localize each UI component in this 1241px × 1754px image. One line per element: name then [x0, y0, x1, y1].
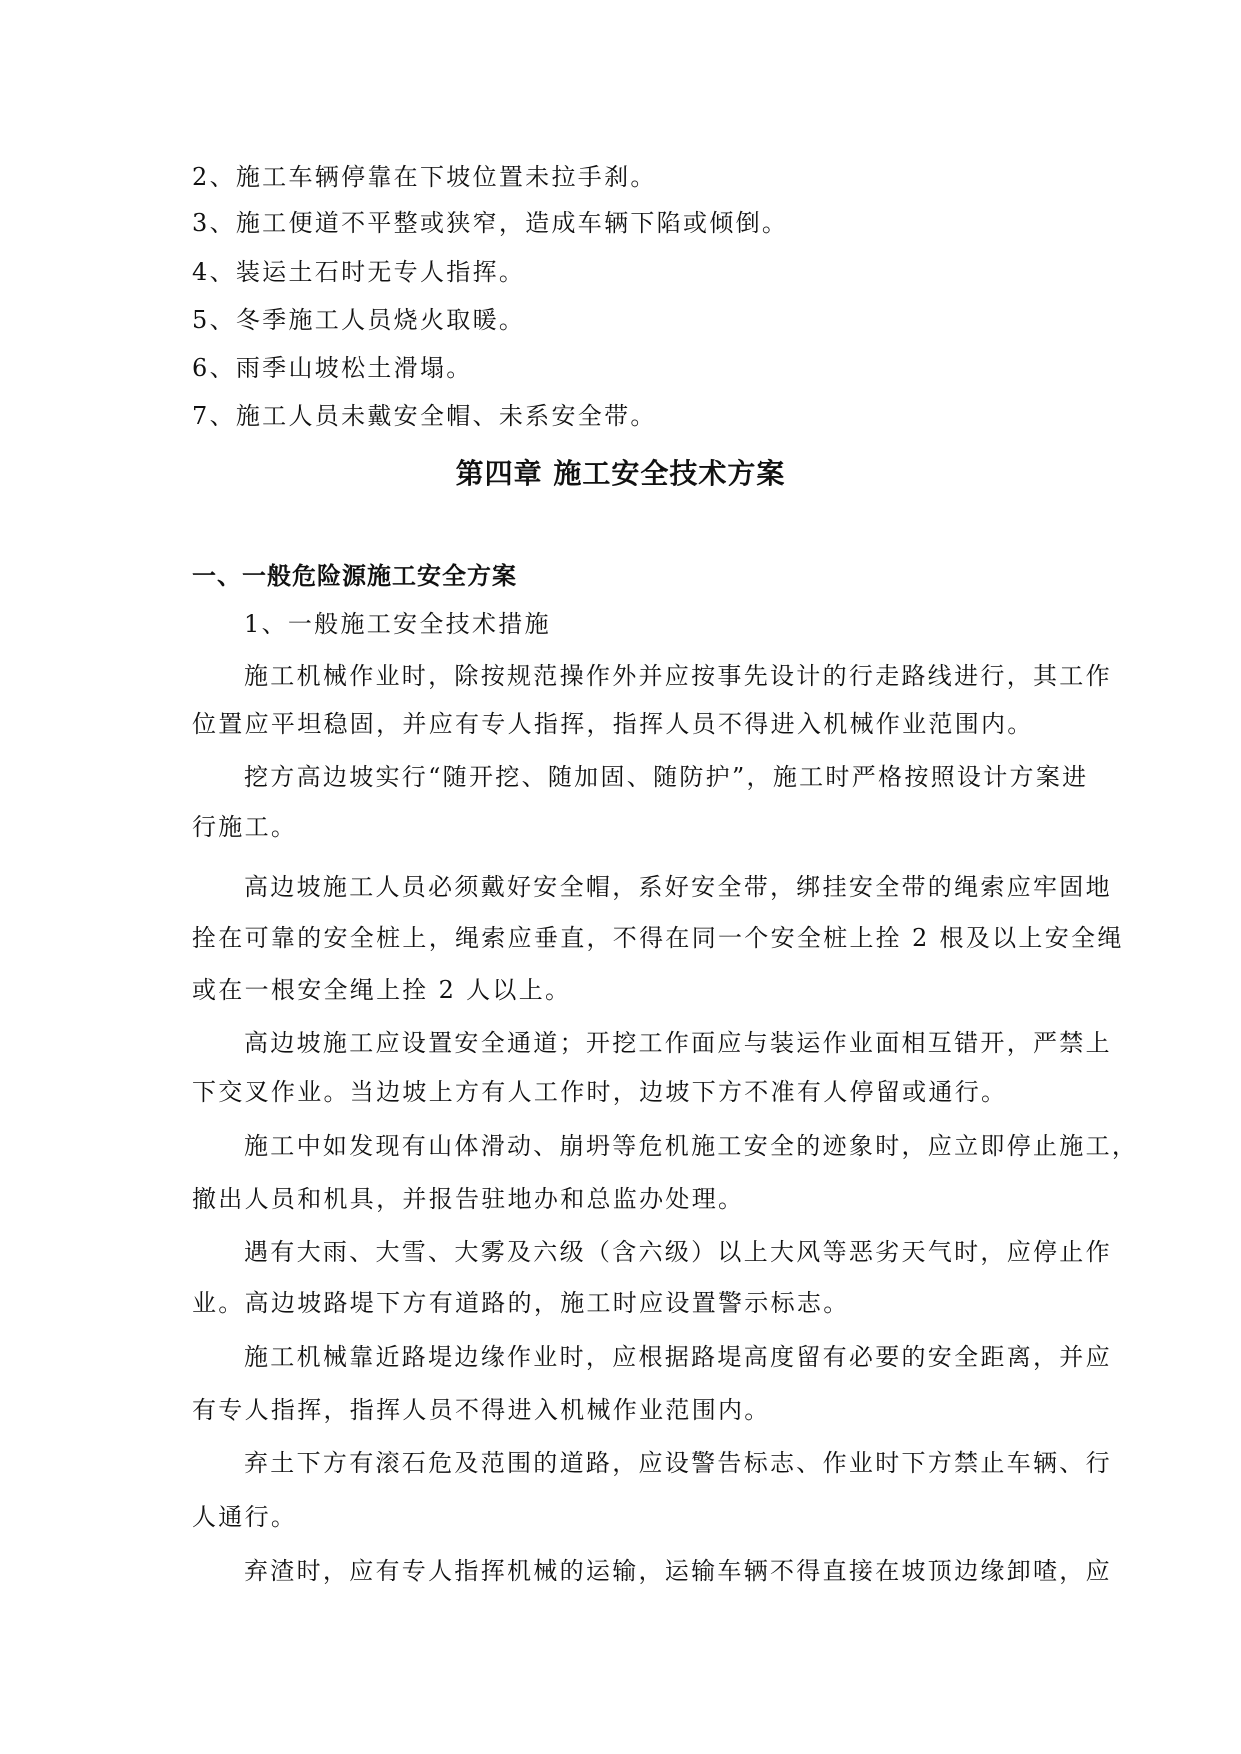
list-item: 4、装运土石时无专人指挥。	[192, 258, 526, 286]
paragraph-line: 下交叉作业。当边坡上方有人工作时，边坡下方不准有人停留或通行。	[192, 1078, 1008, 1106]
paragraph-line: 人通行。	[192, 1503, 298, 1531]
paragraph-line: 弃渣时，应有专人指挥机械的运输，运输车辆不得直接在坡顶边缘卸喳，应	[244, 1557, 1112, 1585]
list-item: 5、冬季施工人员烧火取暖。	[192, 306, 526, 334]
paragraph-line: 行施工。	[192, 813, 298, 841]
paragraph-line: 高边坡施工人员必须戴好安全帽，系好安全带，绑挂安全带的绳索应牢固地	[244, 873, 1112, 901]
paragraph-line: 撤出人员和机具，并报告驻地办和总监办处理。	[192, 1185, 745, 1213]
list-item: 3、施工便道不平整或狭窄，造成车辆下陷或倾倒。	[192, 209, 789, 237]
paragraph-line: 施工中如发现有山体滑动、崩坍等危机施工安全的迹象时，应立即停止施工，	[244, 1132, 1139, 1160]
paragraph-line: 有专人指挥，指挥人员不得进入机械作业范围内。	[192, 1396, 771, 1424]
paragraph-line: 弃土下方有滚石危及范围的道路，应设警告标志、作业时下方禁止车辆、行	[244, 1449, 1112, 1477]
paragraph-line: 拴在可靠的安全桩上，绳索应垂直，不得在同一个安全桩上拴 2 根及以上安全绳	[192, 924, 1124, 952]
list-item: 7、施工人员未戴安全帽、未系安全带。	[192, 402, 657, 430]
list-item: 2、施工车辆停靠在下坡位置未拉手刹。	[192, 163, 657, 191]
chapter-title: 第四章 施工安全技术方案	[455, 457, 786, 490]
section-title: 一、一般危险源施工安全方案	[192, 562, 517, 590]
paragraph-line: 位置应平坦稳固，并应有专人指挥，指挥人员不得进入机械作业范围内。	[192, 710, 1034, 738]
paragraph-line: 业。高边坡路堤下方有道路的，施工时应设置警示标志。	[192, 1289, 850, 1317]
paragraph-line: 遇有大雨、大雪、大雾及六级（含六级）以上大风等恶劣天气时，应停止作	[244, 1238, 1112, 1266]
paragraph-line: 或在一根安全绳上拴 2 人以上。	[192, 976, 572, 1004]
paragraph-line: 施工机械作业时，除按规范操作外并应按事先设计的行走路线进行，其工作	[244, 662, 1112, 690]
subsection-title: 1、一般施工安全技术措施	[244, 610, 551, 638]
paragraph-line: 施工机械靠近路堤边缘作业时，应根据路堤高度留有必要的安全距离，并应	[244, 1343, 1112, 1371]
list-item: 6、雨季山坡松土滑塌。	[192, 354, 473, 382]
paragraph-line: 高边坡施工应设置安全通道；开挖工作面应与装运作业面相互错开，严禁上	[244, 1029, 1112, 1057]
paragraph-line: 挖方高边坡实行“随开挖、随加固、随防护”，施工时严格按照设计方案进	[244, 763, 1089, 791]
